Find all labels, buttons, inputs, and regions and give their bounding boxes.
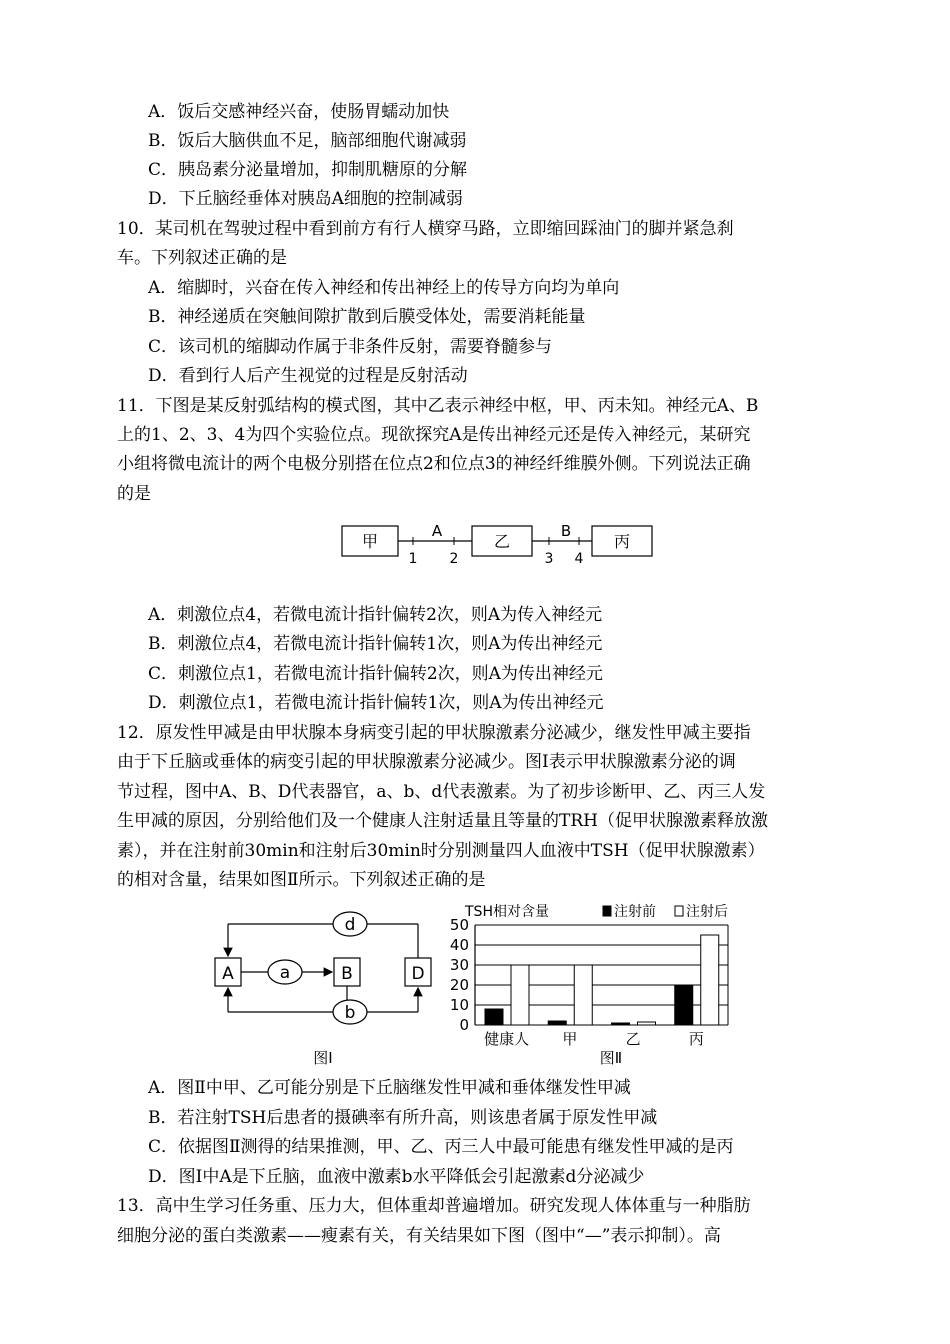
figure-1-regulation-diagram: [205, 905, 445, 1073]
hormone-b-label: b: [344, 1003, 356, 1023]
q11-stem-line-1: 11．下图是某反射弧结构的模式图，其中乙表示神经中枢，甲、丙未知。神经元A、B: [117, 396, 759, 416]
y-tick-label-10: 10: [449, 996, 469, 1014]
q9-option-c: C．胰岛素分泌量增加，抑制肌糖原的分解: [148, 160, 468, 180]
legend-swatch-0: [603, 906, 611, 916]
q11-stem-line-2: 上的1、2、3、4为四个实验位点。现欲探究A是传出神经元还是传入神经元，某研究: [117, 425, 751, 445]
bar-丙-注射后: [701, 935, 719, 1025]
chart-title: TSH相对含量: [465, 904, 549, 920]
figure-1-caption: 图Ⅰ: [313, 1049, 333, 1067]
q10-option-c: C．该司机的缩脚动作属于非条件反射，需要脊髓参与: [148, 337, 553, 357]
figure-2-tsh-bar-chart: [445, 898, 745, 1076]
box-jia-label: 甲: [361, 532, 379, 551]
q11-option-d: D．刺激位点1，若微电流计指针偏转1次，则A为传出神经元: [148, 693, 604, 713]
bar-健康人-注射后: [511, 965, 529, 1025]
reflex-arc-diagram: [330, 512, 670, 572]
q10-option-d: D．看到行人后产生视觉的过程是反射活动: [148, 366, 468, 386]
legend-label-0: 注射前: [614, 904, 656, 920]
box-yi-label: 乙: [493, 532, 511, 551]
q9-option-d: D．下丘脑经垂体对胰岛A细胞的控制减弱: [148, 189, 463, 209]
legend-swatch-1: [675, 906, 683, 916]
site-2-label: 2: [449, 551, 459, 567]
hormone-d-label: d: [344, 915, 356, 935]
q12-option-c: C．依据图Ⅱ测得的结果推测，甲、乙、丙三人中最可能患有继发性甲减的是丙: [148, 1137, 734, 1157]
q12-stem-line-1: 12．原发性甲减是由甲状腺本身病变引起的甲状腺激素分泌减少，继发性甲减主要指: [117, 723, 751, 743]
organ-d-label: D: [411, 964, 425, 984]
bar-甲-注射后: [574, 965, 592, 1025]
organ-a-label: A: [222, 964, 234, 984]
q10-stem-line-2: 车。下列叙述正确的是: [117, 248, 287, 268]
neuron-b-label: B: [560, 522, 572, 540]
legend-label-1: 注射后: [686, 904, 728, 920]
bar-乙-注射后: [638, 1022, 656, 1025]
x-category-label-0: 健康人: [484, 1030, 530, 1048]
figure-2-caption: 图Ⅱ: [599, 1049, 623, 1067]
y-tick-label-20: 20: [449, 976, 469, 994]
q11-option-c: C．刺激位点1，若微电流计指针偏转2次，则A为传出神经元: [148, 664, 603, 684]
bar-甲-注射前: [548, 1021, 566, 1025]
q13-stem-line-2: 细胞分泌的蛋白类激素——瘦素有关，有关结果如下图（图中“—”表示抑制）。高: [117, 1226, 721, 1246]
q12-stem-line-3: 节过程，图中A、B、D代表器官，a、b、d代表激素。为了初步诊断甲、乙、丙三人发: [117, 782, 766, 802]
q12-stem-line-2: 由于下丘脑或垂体的病变引起的甲状腺激素分泌减少。图Ⅰ表示甲状腺激素分泌的调: [117, 752, 736, 772]
x-category-label-1: 甲: [562, 1030, 578, 1048]
q12-stem-line-5: 素），并在注射前30min和注射后30min时分别测量四人血液中TSH（促甲状腺激素）: [117, 841, 765, 861]
site-3-label: 3: [544, 551, 554, 567]
bar-丙-注射前: [675, 985, 693, 1025]
bar-健康人-注射前: [485, 1009, 503, 1025]
y-tick-label-30: 30: [449, 956, 469, 974]
q11-option-a: A．刺激位点4，若微电流计指针偏转2次，则A为传入神经元: [148, 605, 603, 625]
y-tick-label-0: 0: [459, 1016, 469, 1034]
organ-b-label: B: [341, 964, 353, 984]
neuron-a-label: A: [431, 522, 443, 540]
q10-option-b: B．神经递质在突触间隙扩散到后膜受体处，需要消耗能量: [148, 307, 586, 327]
y-tick-label-40: 40: [449, 936, 469, 954]
q10-stem-line-1: 10．某司机在驾驶过程中看到前方有行人横穿马路，立即缩回踩油门的脚并紧急刹: [117, 219, 734, 239]
site-1-label: 1: [408, 551, 418, 567]
bar-乙-注射前: [612, 1023, 630, 1025]
x-category-label-3: 丙: [688, 1030, 704, 1048]
chart-legend: [603, 904, 728, 920]
q13-stem-line-1: 13．高中生学习任务重、压力大，但体重却普遍增加。研究发现人体体重与一种脂肪: [117, 1196, 751, 1216]
q9-option-b: B．饭后大脑供血不足，脑部细胞代谢减弱: [148, 131, 467, 151]
q12-option-a: A．图Ⅱ中甲、乙可能分别是下丘脑继发性甲减和垂体继发性甲减: [148, 1078, 631, 1098]
box-bing-label: 丙: [613, 532, 631, 551]
q9-option-a: A．饭后交感神经兴奋，使肠胃蠕动加快: [148, 102, 450, 122]
q12-option-b: B．若注射TSH后患者的摄碘率有所升高，则该患者属于原发性甲减: [148, 1108, 658, 1128]
q11-option-b: B．刺激位点4，若微电流计指针偏转1次，则A为传出神经元: [148, 634, 603, 654]
site-4-label: 4: [574, 551, 584, 567]
q11-stem-line-4: 的是: [117, 484, 151, 504]
q10-option-a: A．缩脚时，兴奋在传入神经和传出神经上的传导方向均为单向: [148, 278, 620, 298]
q12-option-d: D．图Ⅰ中A是下丘脑，血液中激素b水平降低会引起激素d分泌减少: [148, 1167, 645, 1187]
y-tick-label-50: 50: [449, 916, 469, 934]
q12-stem-line-6: 的相对含量，结果如图Ⅱ所示。下列叙述正确的是: [117, 870, 486, 890]
q11-stem-line-3: 小组将微电流计的两个电极分别搭在位点2和位点3的神经纤维膜外侧。下列说法正确: [117, 454, 751, 474]
x-category-label-2: 乙: [625, 1030, 641, 1048]
hormone-a-label: a: [279, 963, 291, 983]
q12-stem-line-4: 生甲减的原因，分别给他们及一个健康人注射适量且等量的TRH（促甲状腺激素释放激: [117, 811, 768, 831]
